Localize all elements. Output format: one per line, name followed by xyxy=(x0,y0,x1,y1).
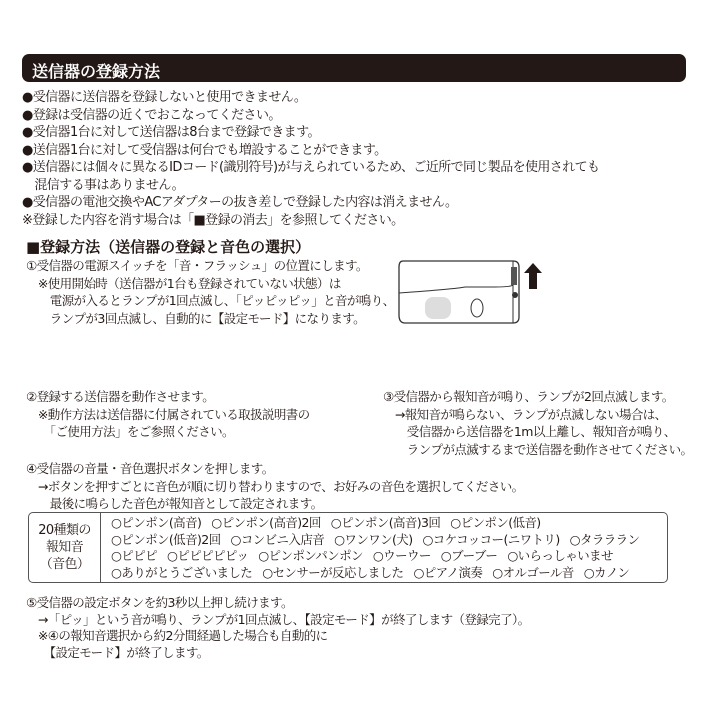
page-title: 送信器の登録方法 xyxy=(22,54,686,82)
label-line: 20種類の xyxy=(38,523,91,538)
sound-option: ○いらっしゃいませ xyxy=(507,548,613,563)
note: ●登録は受信器の近くでおこなってください。 xyxy=(22,107,281,123)
receiver-device-illustration xyxy=(395,255,545,327)
sound-option: ○ピンポンパンポン xyxy=(258,548,363,563)
step-text: →ボタンを押すごとに音色が順に切り替わりますので、お好みの音色を選択してください。 xyxy=(26,478,524,494)
sound-row xyxy=(111,532,649,549)
step-3 xyxy=(383,388,692,458)
sound-option: ○ブーブー xyxy=(440,548,498,563)
note: ●送信器には個々に異なるIDコード(識別符号)が与えられているため、ご近所で同じ製品を使用されても xyxy=(22,160,600,175)
note: ※登録した内容を消す場合は「■登録の消去」を参照してください。 xyxy=(22,212,404,228)
step-5 xyxy=(26,595,530,661)
sound-option: ○カノン xyxy=(583,564,630,580)
sound-row xyxy=(111,515,649,532)
sound-table xyxy=(28,512,668,583)
step-text: ⑤受信器の設定ボタンを約3秒以上押し続けます。 xyxy=(26,595,293,610)
step-text: ③受信器から報知音が鳴り、ランプが2回点滅します。 xyxy=(383,389,674,404)
step-text: →「ピッ」という音が鳴り、ランプが1回点滅し、【設定モード】が終了します（登録完了）。 xyxy=(26,611,530,627)
step-2 xyxy=(26,388,310,441)
sound-option: ○タラララン xyxy=(569,531,640,547)
step-text: →報知音が鳴らない、ランプが点滅しない場合は、 xyxy=(383,406,667,422)
step-text: ランプが3回点滅し、自動的に【設定モード】になります。 xyxy=(26,310,366,326)
note: ●受信器に送信器を登録しないと使用できません。 xyxy=(22,90,307,105)
sound-option: ○コンビニ入店音 xyxy=(230,531,325,547)
note: ●受信器1台に対して送信器は8台まで登録できます。 xyxy=(22,125,320,140)
sound-option: ○ウーウー xyxy=(372,548,431,563)
step-text: 受信器から送信器を1m以上離し、報知音が鳴り、 xyxy=(383,424,676,439)
note: ●送信器1台に対して受信器は何台でも増設することができます。 xyxy=(22,142,387,158)
section-heading: ■登録方法（送信器の登録と音色の選択） xyxy=(26,238,311,256)
sound-option: ○ピンポン(高音) xyxy=(111,515,202,530)
sound-option: ○センサーが反応しました xyxy=(262,564,404,580)
label-line: 報知音 xyxy=(45,540,84,555)
step-text: ①受信器の電源スイッチを「音・フラッシュ」の位置にします。 xyxy=(26,258,368,273)
step-text: 「ご使用方法」をご参照ください。 xyxy=(26,424,234,439)
sound-option: ○ピンポン(高音)3回 xyxy=(330,515,441,530)
sound-option: ○ピアノ演奏 xyxy=(413,564,483,580)
sound-option: ○オルゴール音 xyxy=(492,564,574,580)
label-line: （音色） xyxy=(39,557,90,572)
note: ●受信器の電池交換やACアダプターの抜き差しで登録した内容は消えません。 xyxy=(22,195,458,210)
step-text: ②登録する送信器を動作させます。 xyxy=(26,389,215,404)
step-text: ④受信器の音量・音色選択ボタンを押します。 xyxy=(26,461,274,476)
sound-option: ○ピピピピピッ xyxy=(167,548,249,563)
step-text: 電源が入るとランプが1回点滅し、「ピッピッピッ」と音が鳴り、 xyxy=(26,293,395,308)
sound-option: ○ピピピ xyxy=(111,548,158,563)
step-text: ※④の報知音選択から約2分間経過した場合も自動的に xyxy=(26,628,328,643)
step-text: ランプが点滅するまで送信器を動作させてください。 xyxy=(383,441,693,457)
step-text: 最後に鳴らした音色が報知音として設定されます。 xyxy=(26,496,323,511)
notes-list xyxy=(22,89,599,229)
step-text: ※使用開始時（送信器が1台も登録されていない状態）は xyxy=(26,275,341,291)
sound-option: ○ワンワン(犬) xyxy=(334,531,413,547)
sound-row xyxy=(111,548,649,565)
step-1 xyxy=(26,257,395,327)
sound-table-label xyxy=(29,513,101,582)
sound-option: ○コケコッコー(ニワトリ) xyxy=(422,531,560,547)
sound-option: ○ピンポン(高音)2回 xyxy=(211,515,321,530)
note: 混信する事はありません。 xyxy=(22,177,184,193)
step-text: 【設定モード】が終了します。 xyxy=(26,644,209,660)
step-4 xyxy=(26,460,524,513)
sound-row xyxy=(111,565,649,582)
sound-option: ○ピンポン(低音) xyxy=(450,515,541,530)
sound-option: ○ピンポン(低音)2回 xyxy=(111,531,221,547)
sound-options xyxy=(101,513,649,582)
sound-option: ○ありがとうございました xyxy=(111,564,253,580)
step-text: ※動作方法は送信器に付属されている取扱説明書の xyxy=(26,406,310,422)
